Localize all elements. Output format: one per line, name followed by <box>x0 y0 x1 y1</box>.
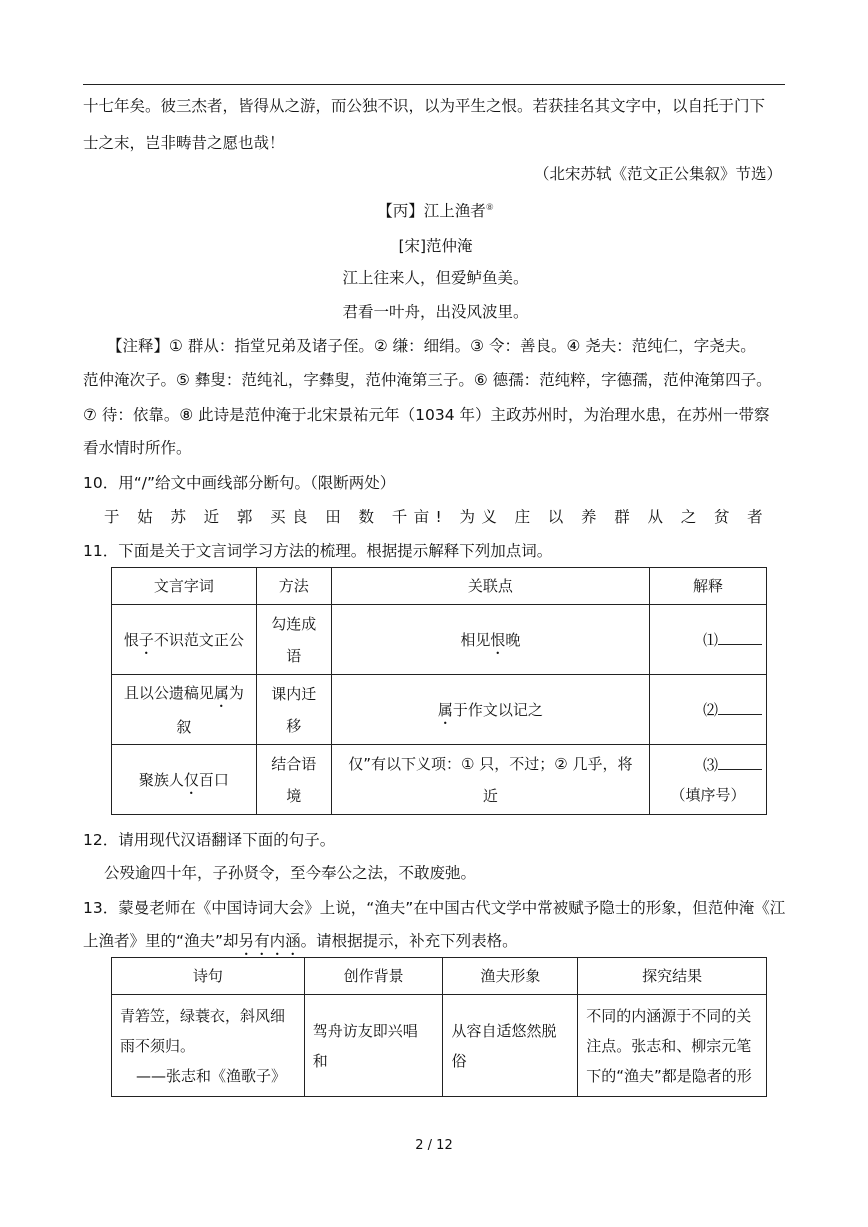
poem-line: 雨不须归。 <box>120 1036 196 1055</box>
result-text: 注点。张志和、柳宗元笔 <box>586 1036 752 1055</box>
answer-note: （填序号） <box>670 785 746 804</box>
q11-header-answer: 解释 <box>650 568 767 605</box>
method-text: 结合语 <box>271 754 317 773</box>
q13-poem-cell <box>112 995 305 1097</box>
word-text: 且以公遗稿见 <box>123 683 214 702</box>
result-text: 不同的内涵源于不同的关 <box>586 1006 752 1025</box>
link-text: 晚 <box>505 630 521 649</box>
header-rule <box>83 84 785 85</box>
link-text: 相见 <box>460 630 491 649</box>
word-text: 恨 <box>123 630 139 649</box>
dotted-char: 属 <box>437 700 453 719</box>
page-number: 2 / 12 <box>415 1138 453 1153</box>
q11-header-word: 文言字词 <box>112 568 257 605</box>
method-text: 勾连成 <box>271 614 317 633</box>
answer-blank[interactable] <box>718 630 762 645</box>
q11-row1-answer[interactable] <box>650 605 767 675</box>
q13-header-row <box>112 958 767 995</box>
q11-row3-answer[interactable] <box>650 745 767 815</box>
q11-header-row <box>112 568 767 605</box>
q12-sentence: 公殁逾四十年，子孙贤令，至今奉公之法，不敢废弛。 <box>104 864 477 882</box>
word-text: 聚族人 <box>138 770 184 789</box>
q11-row2-method <box>256 675 331 745</box>
method-text: 境 <box>286 786 302 805</box>
poem-source: ——张志和《渔歌子》 <box>136 1066 287 1085</box>
q11-header-link: 关联点 <box>331 568 649 605</box>
link-text: 于作文以记之 <box>452 700 543 719</box>
q11-row-1 <box>112 605 767 675</box>
poem-line: 青箬笠，绿蓑衣，斜风细 <box>120 1006 286 1025</box>
result-text: 下的“渔夫”都是隐者的形 <box>586 1066 752 1085</box>
method-text: 移 <box>286 716 302 735</box>
poem-verse-2: 君看一叶舟，出没风波里。 <box>342 303 529 321</box>
q11-row-3 <box>112 745 767 815</box>
dotted-text: 另有内涵 <box>238 932 301 950</box>
poem-title-note: ⑧ <box>485 202 494 213</box>
notes-line-1: 【注释】① 群从：指堂兄弟及诸子侄。② 缣：细绢。③ 令：善良。④ 尧夫：范纯仁，字尧夫。 <box>107 337 756 355</box>
notes-line-3: ⑦ 待：依靠。⑧ 此诗是范仲淹于北宋景祐元年（1034 年）主政苏州时，为治理水患，在苏州一带察 <box>83 406 770 424</box>
q13-line-2 <box>83 929 788 959</box>
dotted-char: 仅 <box>183 770 199 789</box>
answer-line <box>654 750 762 780</box>
image-text: 从容自适悠然脱 <box>451 1021 557 1040</box>
passage-b-line-1: 十七年矣。彼三杰者，皆得从之游，而公独不识，以为平生之恨。若获挂名其文字中，以自托于门下 <box>83 97 766 115</box>
q11-table <box>111 567 767 815</box>
word-text: 为 <box>228 683 244 702</box>
dotted-char: 恨 <box>490 630 506 649</box>
q13-image-cell <box>443 995 578 1097</box>
dotted-char: 子 <box>138 630 154 649</box>
q13-header-image: 渔夫形象 <box>443 958 578 995</box>
q11-row1-word <box>112 605 257 675</box>
q11-stem: 11．下面是关于文言词学习方法的梳理。根据提示解释下列加点词。 <box>83 542 553 560</box>
poem-title <box>83 199 788 221</box>
q11-row2-answer[interactable] <box>650 675 767 745</box>
q13-row-1 <box>112 995 767 1097</box>
notes-line-4: 看水情时所作。 <box>83 439 192 457</box>
method-text: 语 <box>286 646 302 665</box>
q10-sentence: 于 姑 苏 近 郭 买良 田 数 千亩! 为义 庄 以 养 群 从 之 贫 者 <box>104 508 770 526</box>
q10-stem: 10．用“/”给文中画线部分断句。（限断两处） <box>83 474 396 492</box>
poem-verse-1: 江上往来人，但爱鲈鱼美。 <box>342 269 529 287</box>
word-text: 叙 <box>176 717 192 736</box>
q13-background-cell <box>304 995 443 1097</box>
q13-table <box>111 957 767 1097</box>
passage-b-source: （北宋苏轼《范文正公集叙》节选） <box>533 165 782 183</box>
answer-number: ⑶ <box>702 755 718 774</box>
answer-number: ⑵ <box>702 700 718 719</box>
q11-row3-link <box>331 745 649 815</box>
q11-row1-method <box>256 605 331 675</box>
poem-author: [宋]范仲淹 <box>398 237 473 255</box>
q11-row1-link <box>331 605 649 675</box>
q11-row2-link <box>331 675 649 745</box>
q13-text: 。请根据提示，补充下列表格。 <box>300 932 518 950</box>
q12-stem: 12．请用现代汉语翻译下面的句子。 <box>83 831 336 849</box>
image-text: 俗 <box>451 1051 467 1070</box>
q13-header-result: 探究结果 <box>578 958 767 995</box>
background-text: 驾舟访友即兴唱 <box>312 1021 418 1040</box>
word-text: 不识范文正公 <box>153 630 244 649</box>
q13-line-1: 13．蒙曼老师在《中国诗词大会》上说，“渔夫”在中国古代文学中常被赋予隐士的形象，但范仲淹《江 <box>83 899 786 917</box>
passage-b-line-2: 士之末，岂非畴昔之愿也哉！ <box>83 134 285 152</box>
q13-result-cell <box>578 995 767 1097</box>
word-text: 百口 <box>198 770 229 789</box>
notes-line-2: 范仲淹次子。⑤ 彝叟：范纯礼，字彝叟，范仲淹第三子。⑥ 德孺：范纯粹，字德孺，范仲淹第四子。 <box>83 371 772 389</box>
q11-row2-word <box>112 675 257 745</box>
q11-header-method: 方法 <box>256 568 331 605</box>
background-text: 和 <box>312 1051 328 1070</box>
dotted-char: 属 <box>213 683 229 702</box>
q11-row3-method <box>256 745 331 815</box>
method-text: 课内迁 <box>271 684 317 703</box>
link-text: 近 <box>482 786 498 805</box>
q13-header-background: 创作背景 <box>304 958 443 995</box>
q11-row-2 <box>112 675 767 745</box>
q13-text: 上渔者》里的“渔夫”却 <box>83 932 239 950</box>
link-text: 仅”有以下义项：① 只，不过；② 几乎，将 <box>348 754 633 773</box>
answer-blank[interactable] <box>718 755 762 770</box>
answer-blank[interactable] <box>718 700 762 715</box>
q11-row3-word <box>112 745 257 815</box>
q13-header-poem: 诗句 <box>112 958 305 995</box>
answer-number: ⑴ <box>702 630 718 649</box>
poem-title-text: 【丙】江上渔者 <box>377 202 486 220</box>
